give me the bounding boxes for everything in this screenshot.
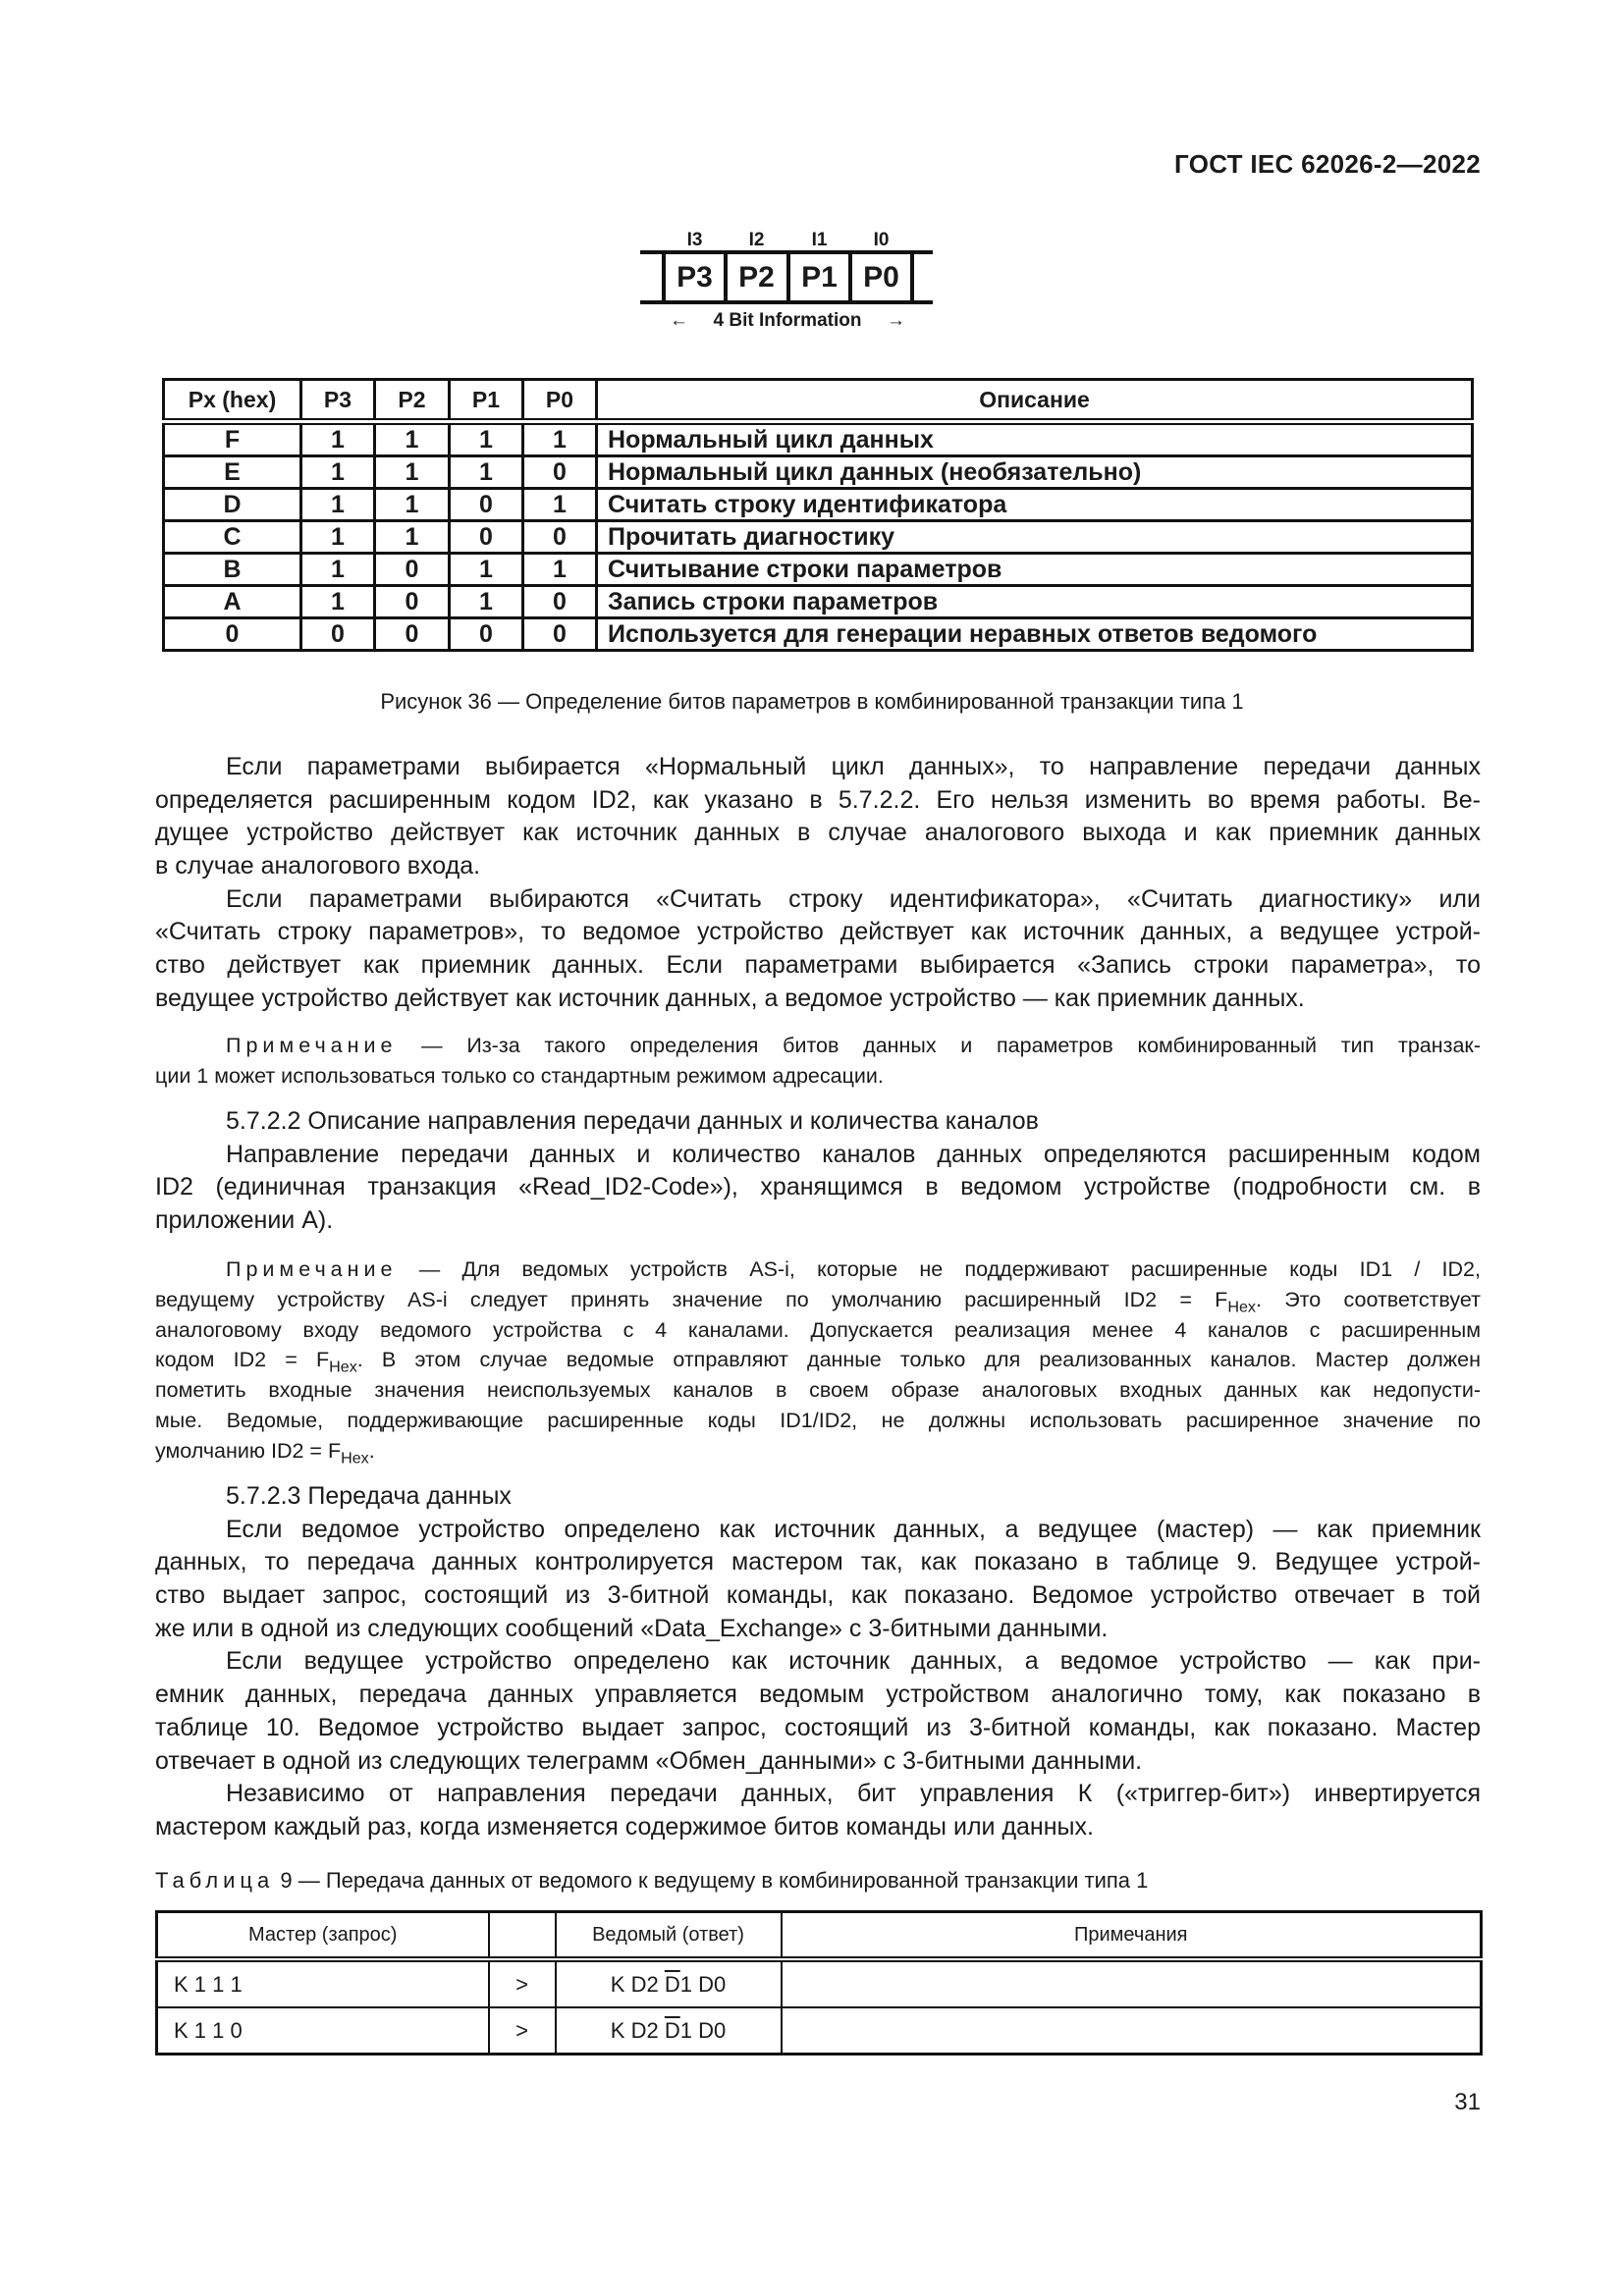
bit-cell: 0 [523,521,597,554]
bit-label: I3 [686,230,703,250]
bit-cell: 1 [301,521,375,554]
bit-cell: 1 [450,422,523,456]
slave-response-part: K D2 [610,1971,665,1997]
note-line [155,1255,1481,1285]
note-text: ции 1 может использоваться только со стандартным режимом адресации. [155,1063,884,1088]
bit-cell: 1 [450,456,523,489]
bit-label: I2 [748,230,765,250]
column-header: Ведомый (ответ) [556,1912,782,1960]
bit-cell: 1 [375,489,450,521]
bit-cell: 0 [523,586,597,618]
description-cell: Нормальный цикл данных [597,422,1473,456]
paragraph-line: ство действует как приемник данных. Если параметрами выбирается «Запись строки параметра», то [155,951,1481,980]
column-header: P0 [523,380,597,422]
bit-cell: E [164,456,301,489]
bit-cell: A [164,586,301,618]
description-cell: Считать строку идентификатора [597,489,1473,521]
body-text-block [155,751,1481,1016]
section-heading: 5.7.2.2 Описание направления передачи данных и количества каналов [226,1107,1039,1135]
paragraph-line: емник данных, передача данных управляется ведомым устройством аналогично тому, как показано в [155,1681,1481,1709]
note-line [155,1375,1481,1406]
direction: > [489,1959,556,2007]
bit-cell: 0 [523,618,597,651]
note-text: умолчанию ID2 = F [155,1438,342,1463]
arrow-right-icon: → [886,310,905,331]
column-header [489,1912,556,1960]
bit-cell: 0 [301,618,375,651]
bit-cell: 0 [450,618,523,651]
description-cell: Прочитать диагностику [597,521,1473,554]
data-transfer-table [155,1910,1483,2056]
direction: > [489,2007,556,2055]
note-text: . В этом случае ведомые отправляют данные только для реализованных каналов. Мастер должен [356,1348,1481,1372]
column-header: P2 [375,380,450,422]
note-line [155,1436,1481,1467]
bit-cell: 0 [375,618,450,651]
paragraph-line: таблице 10. Ведомое устройство выдает запрос, состоящий из 3-битной команды, как показано. Мастер [155,1713,1481,1741]
note-text: мые. Ведомые, поддерживающие расширенные коды ID1/ID2, не должны использовать расширенное значение по [155,1408,1481,1432]
paragraph-line: Если ведущее устройство определено как источник данных, а ведомое устройство — как при- [226,1647,1481,1676]
note-line [155,1406,1481,1436]
paragraph-line: Если ведомое устройство определено как источник данных, а ведущее (мастер) — как приемник [226,1515,1481,1543]
section-heading: 5.7.2.3 Передача данных [226,1482,512,1510]
table-row [164,456,1473,489]
bit-cell: P0 [863,261,899,294]
column-header: Мастер (запрос) [157,1912,489,1960]
bit-information-diagram [640,226,935,334]
bit-cell: 0 [523,456,597,489]
bit-cell: 1 [523,422,597,456]
note-label: Примечание [226,1257,398,1281]
paragraph-line: «Считать строку параметров», то ведомое устройство действует как источник данных, а ведущее устрой- [155,918,1481,946]
paragraph-line: ство выдает запрос, состоящий из 3-битной команды, как показано. Ведомое устройство отвечает в той [155,1581,1481,1610]
notes-cell [782,2007,1482,2055]
paragraph-line: Если параметрами выбираются «Считать строку идентификатора», «Считать диагностику» или [226,884,1481,913]
bit-cell: 1 [523,489,597,521]
paragraph-line: отвечает в одной из следующих телеграмм «Обмен_данными» с 3-битными данными. [155,1746,1143,1775]
bit-cell: 1 [301,456,375,489]
document-header: ГОСТ IEC 62026-2—2022 [1174,149,1481,179]
column-header: Примечания [782,1912,1482,1960]
table-caption-label: Таблица [155,1868,275,1893]
note-line [155,1285,1481,1315]
paragraph-line: Если параметрами выбирается «Нормальный цикл данных», то направление передачи данных [226,753,1481,780]
slave-response-part: K D2 [610,2017,665,2043]
master-request: K 1 1 1 [157,1959,489,2007]
table-row [164,586,1473,618]
bit-cell: 0 [164,618,301,651]
bit-cell: 1 [301,489,375,521]
subscript: Hex [341,1449,369,1468]
paragraph-line: в случае аналогового входа. [155,852,481,881]
paragraph-line: приложении А). [155,1206,334,1235]
notes-cell [782,1959,1482,2007]
description-cell: Считывание строки параметров [597,554,1473,586]
bit-cell: 0 [450,489,523,521]
master-request: K 1 1 0 [157,2007,489,2055]
slave-response [556,2007,782,2055]
note-text: кодом ID2 = F [155,1348,330,1372]
bit-info-label: 4 Bit Information [713,310,862,331]
table-caption-text: 9 — Передача данных от ведомого к ведущему в комбинированной транзакции типа 1 [274,1868,1149,1893]
paragraph-line: мастером каждый раз, когда изменяется содержимое битов команды или данных. [155,1812,1094,1841]
paragraph-line: дущее устройство действует как источник данных в случае аналогового выхода и как приемник данных [155,819,1481,847]
bit-info-caption [670,310,905,332]
note-line [155,1315,1481,1346]
slave-response-part: 1 D0 [679,2017,727,2043]
bit-cell: P2 [738,261,775,294]
note-line [155,1345,1481,1375]
page-number: 31 [1454,2089,1481,2115]
note-text: — Для ведомых устройств AS-i, которые не поддерживают расширенные коды ID1 / ID2, [397,1257,1481,1281]
bit-cell: 1 [375,521,450,554]
table-row [164,554,1473,586]
paragraph-line: определяется расширенным кодом ID2, как указано в 5.7.2.2. Его нельзя изменить во время работы. Ве- [155,785,1481,814]
bit-cell: D [164,489,301,521]
description-cell: Запись строки параметров [597,586,1473,618]
bit-label: I1 [811,230,828,250]
bit-cell: 1 [301,422,375,456]
bit-cell: 1 [375,456,450,489]
slave-response-inverted-bit: $\overline{D}$ [664,2017,680,2043]
bit-cell: C [164,521,301,554]
bit-cell: 1 [523,554,597,586]
note-line [155,1061,1481,1092]
note-block [155,1031,1481,1092]
bit-cell: P3 [677,261,713,294]
note-text: — Из-за такого определения битов данных и параметров комбинированный тип транзак- [397,1034,1481,1057]
bit-cell: B [164,554,301,586]
note-label: Примечание [226,1034,398,1057]
paragraph-line: Независимо от направления передачи данных, бит управления К («триггер-бит») инвертируется [226,1780,1481,1808]
bit-cell: P1 [801,261,838,294]
subscript: Hex [329,1358,357,1376]
table-row [164,618,1473,651]
column-header: Px (hex) [164,380,301,422]
note-text: пометить входные значения неиспользуемых каналов в своем образе аналоговых входных данных как недопусти- [155,1378,1481,1403]
paragraph-line: Направление передачи данных и количество каналов данных определяются расширенным кодом [226,1140,1481,1168]
section-5-7-2-2 [155,1105,1481,1238]
parameter-bits-table [162,378,1474,652]
table-row [164,422,1473,456]
bit-cell: 1 [301,586,375,618]
bit-cell: 1 [375,422,450,456]
table-row [164,489,1473,521]
slave-response-part: 1 D0 [679,1971,727,1997]
slave-response [556,1959,782,2007]
column-header: P3 [301,380,375,422]
note-text: . [368,1438,375,1463]
figure-caption: Рисунок 36 — Определение битов параметров в комбинированной транзакции типа 1 [380,689,1244,714]
table-header-row [164,380,1473,422]
table-caption [155,1868,1148,1894]
note-line [155,1031,1481,1061]
paragraph-line: ведущее устройство действует как источник данных, а ведомое устройство — как приемник данных. [155,984,1305,1012]
paragraph-line: же или в одной из следующих сообщений «Data_Exchange» с 3-битными данными. [155,1614,1109,1642]
table-row [164,521,1473,554]
arrow-left-icon: ← [670,310,688,331]
description-cell: Нормальный цикл данных (необязательно) [597,456,1473,489]
paragraph-line: данных, то передача данных контролируется мастером так, как показано в таблице 9. Ведущее устрой- [155,1548,1481,1576]
bit-cell: 0 [375,586,450,618]
bit-cell: F [164,422,301,456]
table-row [157,1959,1482,2007]
bit-cell: 0 [450,521,523,554]
bit-cell: 0 [375,554,450,586]
description-cell: Используется для генерации неравных ответов ведомого [597,618,1473,651]
column-header: Описание [597,380,1473,422]
section-5-7-2-3 [155,1480,1481,1844]
bit-label: I0 [873,230,890,250]
note-text: аналоговому входу ведомого устройства с 4 каналами. Допускается реализация менее 4 каналов с расширенным [155,1317,1481,1342]
slave-response-inverted-bit: $\overline{D}$ [664,1971,680,1997]
note-text: ведущему устройству AS-i следует принять значение по умолчанию расширенный ID2 = F [155,1287,1228,1311]
bit-cell: 1 [301,554,375,586]
table-header-row [157,1912,1482,1960]
column-header: P1 [450,380,523,422]
bit-cell: 1 [450,586,523,618]
table-row [157,2007,1482,2055]
note-text: . Это соответствует [1255,1287,1481,1311]
subscript: Hex [1227,1298,1256,1316]
note-block [155,1255,1481,1467]
paragraph-line: ID2 (единичная транзакция «Read_ID2-Code»), хранящимся в ведомом устройстве (подробности см. в [155,1173,1481,1201]
bit-cell: 1 [450,554,523,586]
